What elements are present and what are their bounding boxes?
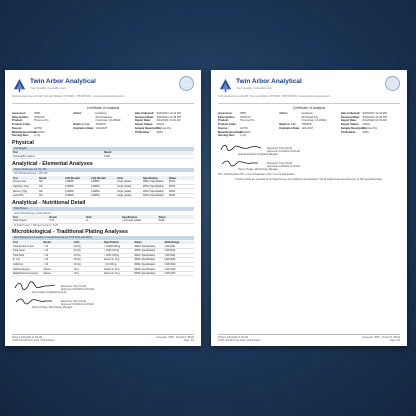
sample-info-left <box>12 112 71 138</box>
table-cell: mcg/1 packet <box>116 189 142 194</box>
signature-block <box>12 279 194 309</box>
info-label: Source: <box>218 126 229 130</box>
column-header: Test <box>12 176 38 180</box>
info-value: 4 mg <box>240 134 246 138</box>
lab-logo-icon <box>12 78 27 93</box>
table-cell: CFU/g <box>73 262 103 267</box>
table-cell: Absent <box>42 271 72 276</box>
table-cell: USP 2021 <box>164 253 194 258</box>
info-value: 3565 <box>34 112 40 115</box>
column-header: Result <box>42 241 72 245</box>
table-cell: 0.00834 <box>90 189 116 194</box>
column-header: Specification <box>121 215 157 219</box>
table-cell: USP 2021 <box>164 248 194 253</box>
column-header: LOD (Result) <box>64 176 90 180</box>
column-header: Specification <box>142 176 168 180</box>
signature-reviewed: Reviewed: Tracy Ponds <box>267 146 293 150</box>
table-cell: CFU/g <box>73 253 103 258</box>
table-cell: Within Specification <box>142 184 168 189</box>
lab-name: Twin Arbor Analytical <box>236 78 302 85</box>
table-cell: Within Specification <box>133 258 163 263</box>
info-field <box>135 131 194 135</box>
table-cell: < 10 <box>42 262 72 267</box>
footer-accession: Accession: 3565 · Product #: 35424 <box>156 335 194 339</box>
table-cell: 0.00834 <box>90 193 116 198</box>
sample-info-client <box>279 112 338 138</box>
lab-tagline: Your Quality Cannabis Lab <box>236 86 272 90</box>
nutritional-table <box>12 215 194 223</box>
table-cell: Total Yeast <box>12 248 42 253</box>
nutritional-method: LECO Methodology: AOAC 992.23 <box>14 211 51 215</box>
info-value: Thymus Pro <box>156 126 172 130</box>
info-label: PO Number: <box>134 130 151 134</box>
table-cell: ND <box>38 193 64 198</box>
info-value: 12/1/2027 <box>95 126 108 130</box>
table-cell: mcg/1 packet <box>116 184 142 189</box>
info-value: Cincinnati, CA 93913 <box>301 119 327 123</box>
signature-approved: Approved: 6/11/2024 11:08 AM <box>61 303 94 307</box>
sample-info-client <box>73 112 132 138</box>
table-cell: Total Mold <box>12 253 42 258</box>
table-cell: < 10 <box>42 244 72 248</box>
info-value: INV0123 <box>240 115 251 119</box>
table-cell: Absent in 10 g <box>103 267 133 272</box>
signature-approved: Approved: 6/11/2024 11:08 AM <box>267 164 300 168</box>
document-title: Certificate of Analysis <box>292 106 326 110</box>
info-label: Product: <box>218 119 230 123</box>
table-cell: Absent in 10 g <box>103 258 133 263</box>
info-label: Serving Size: <box>218 134 235 138</box>
info-label: PO Number: <box>340 130 357 134</box>
column-header: Status <box>168 176 194 180</box>
table-cell: < 10 <box>42 253 72 258</box>
signatory-name: Analytical Analyst, Analytical Manager <box>238 152 279 156</box>
info-value: 5/29/2024 12:48 PM <box>362 115 387 119</box>
glossary: ND = Not Detected LOD = Limit of Detection LOQ = Limit of Quantitation <box>218 172 295 176</box>
table-cell: USP 2022 <box>164 267 194 272</box>
table-cell: 0.166 <box>103 155 194 159</box>
table-cell: 0.00500 <box>64 184 90 189</box>
lab-logo-icon <box>218 78 233 93</box>
column-header: Specification <box>103 241 133 245</box>
footer-page: Page: 2/2 <box>389 338 400 342</box>
info-value: 3565 <box>240 112 246 115</box>
table-cell: USP 2021 <box>164 244 194 248</box>
table-cell: ND <box>38 180 64 184</box>
table-cell: PASS <box>168 193 194 198</box>
table-cell: Within Specification <box>133 271 163 276</box>
signature-approved: Approved: 6/11/2024 10:03 AM <box>267 149 300 153</box>
micro-bar: Microbiological enumeration of supplements (as per USP 2021 and 2022) <box>12 236 194 240</box>
table-cell: Total Protein <box>12 219 48 223</box>
signature-row <box>12 294 194 306</box>
physical-table <box>12 151 194 159</box>
elemental-table <box>12 176 194 198</box>
table-row <box>12 219 194 223</box>
table-cell: Within Specification <box>142 189 168 194</box>
micro-section-title: Microbiological - Traditional Plating Analyses <box>12 229 129 236</box>
info-value: 331 Road Ave <box>301 115 319 119</box>
table-cell: Cadmium (Cd) <box>12 184 38 189</box>
table-cell: 0.00500 <box>64 180 90 184</box>
info-value: FINAL <box>362 123 371 127</box>
footer-accession: Accession: 3565 · Product #: 35424 <box>362 335 400 339</box>
info-field <box>12 134 71 138</box>
column-header: Result <box>38 176 64 180</box>
column-header: Units <box>116 176 142 180</box>
sample-info <box>12 112 194 138</box>
signature-reviewed: Reviewed: Tracy Ponds <box>267 161 293 165</box>
info-value: FINAL <box>156 123 165 127</box>
page-footer <box>218 334 400 342</box>
divider <box>218 103 400 104</box>
info-label: Report Date: <box>340 119 357 123</box>
table-cell: /10 g <box>73 271 103 276</box>
table-cell: Absent <box>42 267 72 272</box>
footer-printed: Printed: 6/11/2024 11:09 AM <box>218 335 248 339</box>
info-field <box>279 127 338 131</box>
info-value: 6/11/2024 10:03 AM <box>362 119 387 123</box>
column-header: Result <box>103 151 194 155</box>
info-value: INV0123 <box>34 115 45 119</box>
info-field <box>341 131 400 135</box>
column-header: Test <box>12 215 48 219</box>
table-cell: CFU/g <box>73 248 103 253</box>
table-cell: 0.00834 <box>90 184 116 189</box>
info-label: Date Collected: <box>134 112 155 115</box>
coa-page-2 <box>211 70 407 346</box>
table-cell: Within Specification <box>133 248 163 253</box>
table-row <box>12 155 194 159</box>
table-cell: Arsenic (As) <box>12 180 38 184</box>
signature-row <box>218 141 400 153</box>
table-cell: USP 2022 <box>164 271 194 276</box>
table-cell: PASS <box>168 180 194 184</box>
info-value: 4 mg <box>34 134 40 138</box>
signature-reviewed: Reviewed: Tracy Ponds <box>61 285 87 289</box>
info-value: Hushpets <box>95 112 107 115</box>
table-cell: PASS <box>158 219 194 223</box>
info-label: Client: <box>73 112 82 115</box>
info-label: Batch or Lot: <box>279 123 297 127</box>
info-label: Received Date: <box>134 115 154 119</box>
info-label: Product: <box>12 119 24 123</box>
table-cell: Within Specification <box>142 180 168 184</box>
nutritional-section-title: Analytical - Nutritional Detail <box>12 200 86 207</box>
table-cell: 0.78 <box>48 219 84 223</box>
signature-row <box>12 279 194 291</box>
info-label: External Rec: <box>218 115 236 119</box>
info-value: Hushpets <box>301 112 313 115</box>
table-cell: Mercury (Hg) <box>12 189 38 194</box>
lab-header <box>12 76 194 102</box>
info-label: Sample Description: <box>340 126 367 130</box>
column-header: Result <box>48 215 84 219</box>
table-cell: 0.00500 <box>64 193 90 198</box>
info-label: Manufactured Date: <box>12 130 38 134</box>
lab-header <box>218 76 400 102</box>
column-header: Test <box>12 241 42 245</box>
lab-tagline: Your Quality Cannabis Lab <box>30 86 66 90</box>
info-value: ACTM <box>34 126 42 130</box>
info-label: External Rec: <box>12 115 30 119</box>
page-footer <box>12 334 194 342</box>
table-cell: < 1000 CFU/g <box>103 253 133 258</box>
signature-icon <box>12 295 58 306</box>
table-cell: USP 2022 <box>164 258 194 263</box>
info-value: Thumos Pro <box>240 119 255 123</box>
nutritional-bar: Total Protein <box>12 207 194 211</box>
info-label: Client: <box>279 112 288 115</box>
footer-form: CUST-OR-003 Twin Arbor COA & Notes <box>12 338 55 342</box>
table-cell: CFU/g <box>73 258 103 263</box>
divider <box>218 334 400 335</box>
info-value: TI0025P <box>301 123 312 127</box>
table-cell: Within Specification <box>133 253 163 258</box>
table-cell: Absent in 10 g <box>103 271 133 276</box>
table-cell: % <box>85 219 121 223</box>
table-cell: Staphylococcus aureus <box>12 271 42 276</box>
signatory-name: Tammy Hedge, Microbiology Manager <box>32 306 73 310</box>
table-cell: CFU/g <box>73 244 103 248</box>
info-label: Expiration Date: <box>279 126 300 130</box>
info-value: TI0025P <box>95 123 106 127</box>
table-cell: PASS <box>168 189 194 194</box>
micro-table <box>12 241 194 277</box>
info-field <box>73 127 132 131</box>
info-label: Product Code: <box>218 123 237 127</box>
table-row <box>12 271 194 276</box>
signature-block <box>218 141 400 171</box>
table-cell: Within Specification <box>133 267 163 272</box>
info-label: Date Collected: <box>340 112 361 115</box>
info-value: Thymus Pro <box>362 126 378 130</box>
lab-address: 1019 Gresham Ave Unit 108, Twin Lots Washer, OH 53803 · 555-555-5151 · www.twinarboranalytical.com <box>12 95 125 98</box>
info-value: Thumos Pro <box>34 119 49 123</box>
footer-printed: Printed: 6/11/2024 11:09 AM <box>12 335 42 339</box>
table-cell: E. coli <box>12 258 42 263</box>
table-cell: < 10 <box>42 258 72 263</box>
info-label: Expiration Date: <box>73 126 94 130</box>
table-cell: < 1000 CFU/g <box>103 248 133 253</box>
lab-address: 1019 Gresham Ave Unit 108, Twin Lots Washer, OH 53803 · 555-555-5151 · www.twinarboranalytical.com <box>218 95 331 98</box>
table-cell: < 10 <box>42 248 72 253</box>
info-label: Report Status: <box>340 123 360 127</box>
info-value: 6/1/2024 <box>240 130 251 134</box>
accreditation-seal-icon <box>179 76 194 91</box>
table-cell: mcg/1 packet <box>116 180 142 184</box>
table-cell: /10 g <box>73 267 103 272</box>
info-value: 5/29/2024 12:48 PM <box>156 115 181 119</box>
sample-info-dates <box>135 112 194 138</box>
table-cell: Total Aerobic Count <box>12 244 42 248</box>
divider <box>12 103 194 104</box>
sample-info-left <box>218 112 277 138</box>
signature-approved: Approved: 6/11/2024 10:03 AM <box>61 288 94 292</box>
table-cell: Within Specification <box>133 244 163 248</box>
signature-icon <box>12 280 58 291</box>
info-label: Received Date: <box>340 115 360 119</box>
column-header: Status <box>133 241 163 245</box>
info-value: 331 Road Ave <box>95 115 113 119</box>
table-cell: Lead (Pb) <box>12 193 38 198</box>
nutritional-note: % Total Protein = Nitrogen Content * 6.25 <box>14 224 58 228</box>
table-cell: Unit weight in grams <box>12 155 103 159</box>
info-label: Sample Description: <box>134 126 161 130</box>
info-field <box>218 134 277 138</box>
table-cell: Within Specification <box>142 193 168 198</box>
sample-info-dates <box>341 112 400 138</box>
info-label: Source: <box>12 126 23 130</box>
footer-page: Page: 1/2 <box>183 338 194 342</box>
signature-reviewed: Reviewed: Tracy Ponds <box>61 300 87 304</box>
signature-icon <box>218 157 264 168</box>
info-label: Report Status: <box>134 123 154 127</box>
column-header: Test <box>12 151 103 155</box>
info-label: Batch or Lot: <box>73 123 91 127</box>
info-value: 5/25/2024 12:44 PM <box>156 112 181 115</box>
column-header: Status <box>158 215 194 219</box>
info-label: Accession: <box>218 112 233 115</box>
footer-form: CUST-OR-003 Twin Arbor COA & Notes <box>218 338 261 342</box>
elemental-section-title: Analytical - Elemental Analyses <box>12 161 93 168</box>
table-cell: Within Specification <box>133 262 163 267</box>
signature-icon <box>218 142 264 153</box>
info-value: 6060 <box>362 130 369 134</box>
signatory-name: Tammy Hedge, Microbiology Manager <box>238 167 279 171</box>
column-header: Methodology <box>164 241 194 245</box>
table-cell: 0.00500 <box>64 189 90 194</box>
signature-row <box>218 156 400 168</box>
elemental-method: ICP-MS Methodology: USP 233 <box>14 172 48 176</box>
table-cell: < 10 CFU/g <box>103 262 133 267</box>
lab-name: Twin Arbor Analytical <box>30 78 96 85</box>
table-cell: ND <box>38 184 64 189</box>
table-cell: Salmonella spp. <box>12 267 42 272</box>
physical-section-title: Physical <box>12 139 34 146</box>
table-cell: < 10000 CFU/g <box>103 244 133 248</box>
accreditation-seal-icon <box>385 76 400 91</box>
table-cell: ND <box>38 189 64 194</box>
table-row <box>12 193 194 198</box>
document-title: Certificate of Analysis <box>86 106 120 110</box>
info-label: Product Code: <box>12 123 31 127</box>
physical-bar: Unit Weight <box>12 147 194 151</box>
table-cell: 0.00834 <box>90 180 116 184</box>
info-label: Serving Size: <box>12 134 29 138</box>
info-value: 6060 <box>156 130 163 134</box>
sample-info <box>218 112 400 138</box>
info-value: 5/25/2024 12:44 PM <box>362 112 387 115</box>
info-value: ACTM <box>240 126 248 130</box>
coa-page-1 <box>5 70 201 346</box>
table-cell: PASS <box>168 184 194 189</box>
info-value: 12/1/2027 <box>301 126 314 130</box>
column-header: LOQ (Result) <box>90 176 116 180</box>
info-value: 6/11/2024 10:03 AM <box>156 119 181 123</box>
table-cell: USP 2022 <box>164 262 194 267</box>
info-label: Accession: <box>12 112 27 115</box>
table-cell: mcg/1 packet <box>116 193 142 198</box>
info-value: 6/1/2024 <box>34 130 45 134</box>
column-header: Units <box>73 241 103 245</box>
divider <box>12 334 194 335</box>
info-label: Report Date: <box>134 119 151 123</box>
table-cell: ≥ 0.5 mg/1 packet <box>121 219 157 223</box>
column-header: Units <box>85 215 121 219</box>
elemental-bar: Heavy Metals (As, Cd, Hg, Pb) <box>12 168 194 172</box>
signatory-name: Tech Analyst, Analytical Chemist <box>32 291 67 295</box>
disclaimer-note: Product results are provided to the Client but are not certified by the laboratory. Not all matrices are determined on an ISO accredited basis. <box>235 177 383 181</box>
info-value: Cincinnati, CA 93913 <box>95 119 121 123</box>
table-cell: Coliforms <box>12 262 42 267</box>
info-label: Manufactured Date: <box>218 130 244 134</box>
